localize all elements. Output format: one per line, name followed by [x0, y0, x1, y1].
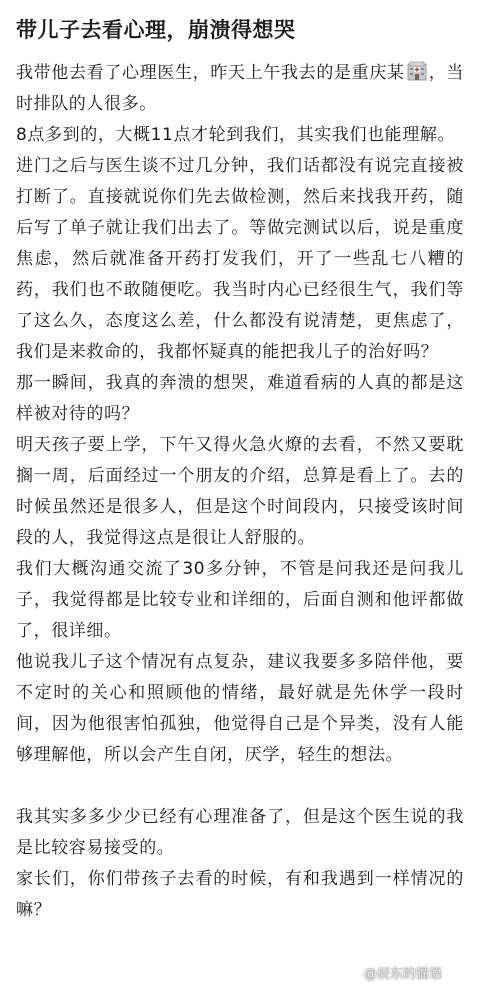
watermark [342, 963, 442, 982]
paragraph-7: 他说我儿子这个情况有点复杂，建议我要多多陪伴他，要不定时的关心和照顾他的情绪，最好就是先休学一段时间，因为他很害怕孤独，他觉得自己是个异类，没有人能够理解他，所以会产生自闭，厌学，轻生的想法。 [16, 652, 464, 765]
watermark-text: @辰东的猫语 [363, 967, 442, 982]
paragraph-2: 8点多到的，大概11点才轮到我们，其实我们也能理解。 [16, 125, 456, 145]
paragraph-4: 那一瞬间，我真的奔溃的想哭，难道看病的人真的都是这样被对待的吗？ [16, 373, 464, 424]
paragraph-1-text-a: 我带他去看了心理医生，昨天上午我去的是重庆某 [16, 63, 405, 83]
paragraph-5: 明天孩子要上学，下午又得火急火燎的去看，不然又要耽搁一周，后面经过一个朋友的介绍，总算是看上了。去的时候虽然还是很多人，但是这个时间段内，只接受该时间段的人，我觉得这点是很让人舒服的。 [16, 435, 464, 548]
paragraph-1 [16, 58, 464, 120]
paragraph-spacer [16, 771, 464, 802]
post-title: 带儿子去看心理，崩溃得想哭 [16, 18, 296, 42]
paragraph-9: 家长们，你们带孩子去看的时候，有和我遇到一样情况的嘛？ [16, 869, 464, 920]
paragraph-8: 我其实多多少少已经有心理准备了，但是这个医生说的我是比较容易接受的。 [16, 807, 464, 858]
paragraph-3: 进门之后与医生谈不过几分钟，我们话都没有说完直接被打断了。直接就说你们先去做检测，然后来找我开药，随后写了单子就让我们出去了。等做完测试以后，说是重度焦虑，然后就准备开药打发我们，开了一些乱七八糟的药，我们也不敢随便吃。我当时内心已经很生气，我们等了这么久，态度这么差，什么都没有说清楚，更焦虑了，我们是来救命的，我都怀疑真的能把我儿子的治好吗？ [16, 156, 464, 362]
paragraph-1-text-b: ，当时排队的人很多。 [16, 63, 465, 114]
hospital-icon [407, 61, 427, 81]
weibo-icon [342, 966, 360, 980]
paragraph-6: 我们大概沟通交流了30多分钟，不管是问我还是问我儿子，我觉得都是比较专业和详细的，后面自测和他评都做了，很详细。 [16, 559, 464, 641]
